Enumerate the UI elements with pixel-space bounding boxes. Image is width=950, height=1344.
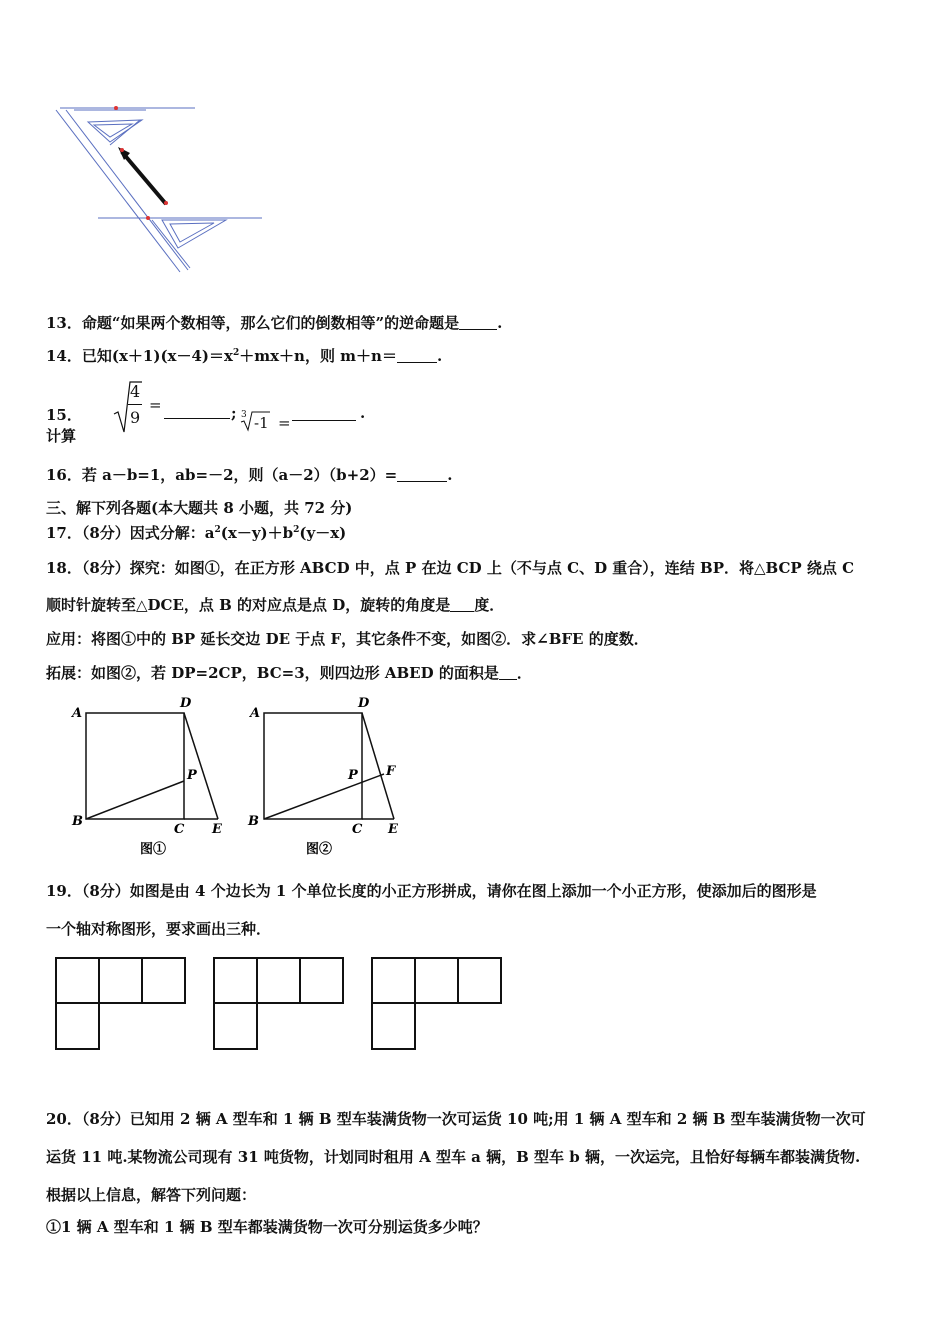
figure-1	[66, 695, 236, 860]
label-D: D	[180, 696, 192, 711]
set-square-figure	[50, 100, 270, 280]
square-grid-3	[370, 956, 504, 1052]
question-19-line1: 19．（8分）如图是由 4 个边长为 1 个单位长度的小正方形拼成，请你在图上添加一个小正方形，使添加后的图形是	[46, 882, 817, 900]
figure-caption: 图①	[140, 842, 167, 857]
question-13: 13．命题“如果两个数相等，那么它们的倒数相等”的逆命题是 .	[46, 314, 503, 332]
label-C: C	[352, 822, 363, 837]
label-D: D	[358, 696, 370, 711]
answer-blank	[397, 348, 437, 363]
square-grid-2	[212, 956, 346, 1052]
question-20-line1: 20．（8分）已知用 2 辆 A 型车和 1 辆 B 型车装满货物一次可运货 10 吨;用 1 辆 A 型车和 2 辆 B 型车装满货物一次可	[46, 1110, 866, 1128]
fraction-denominator: 9	[130, 408, 141, 427]
question-16: 16．若 a－b=1，ab=－2，则（a－2）（b+2）= .	[46, 466, 453, 484]
question-19-line2: 一个轴对称图形，要求画出三种．	[46, 920, 272, 938]
label-B: B	[248, 814, 259, 829]
answer-blank	[292, 406, 356, 421]
label-C: C	[174, 822, 185, 837]
label-A: A	[72, 706, 83, 721]
answer-blank	[164, 404, 230, 419]
answer-blank	[450, 597, 474, 612]
question-18-line2: 顺时针旋转至△DCE，点 B 的对应点是点 D，旋转的角度是 度．	[46, 596, 505, 614]
label-P: P	[348, 768, 358, 783]
answer-blank	[397, 467, 447, 482]
section-heading: 三、解下列各题(本大题共 8 小题，共 72 分)	[46, 499, 353, 517]
question-20-line4: ①1 辆 A 型车和 1 辆 B 型车都装满货物一次可分别运货多少吨？	[46, 1218, 488, 1236]
answer-blank	[459, 315, 497, 330]
label-E: E	[212, 822, 222, 837]
label-B: B	[72, 814, 83, 829]
fraction-bar	[128, 404, 142, 405]
answer-blank	[499, 665, 517, 680]
question-18-line3: 应用：将图①中的 BP 延长交边 DE 于点 F，其它条件不变，如图②．求∠BFE 的度数．	[46, 630, 649, 648]
question-17: 17．（8分）因式分解：$a^2(x-y)+b^2(y-x)$	[46, 524, 347, 542]
figure-caption: 图②	[306, 842, 333, 857]
figure-2	[244, 695, 414, 860]
label-A: A	[250, 706, 261, 721]
fraction-numerator: 4	[130, 382, 141, 401]
label-F: F	[386, 764, 396, 779]
question-20-line3: 根据以上信息，解答下列问题：	[46, 1186, 257, 1204]
question-20-line2: 运货 11 吨.某物流公司现有 31 吨货物，计划同时租用 A 型车 a 辆，B 型车 b 辆，一次运完，且恰好每辆车都装满货物.	[46, 1148, 861, 1166]
label-P: P	[187, 768, 197, 783]
label-E: E	[388, 822, 398, 837]
question-18-line1: 18．（8分）探究：如图①，在正方形 ABCD 中，点 P 在边 CD 上（不与点 C、D 重合），连结 BP．将△BCP 绕点 C	[46, 559, 855, 577]
question-18-line4: 拓展：如图②，若 DP=2CP，BC=3，则四边形 ABED 的面积是 ．	[46, 664, 532, 682]
square-grid-1	[54, 956, 188, 1052]
question-14: 14．已知$(x+1)(x-4)=x^2+mx+n$，则 m＋n＝ .	[46, 347, 443, 365]
